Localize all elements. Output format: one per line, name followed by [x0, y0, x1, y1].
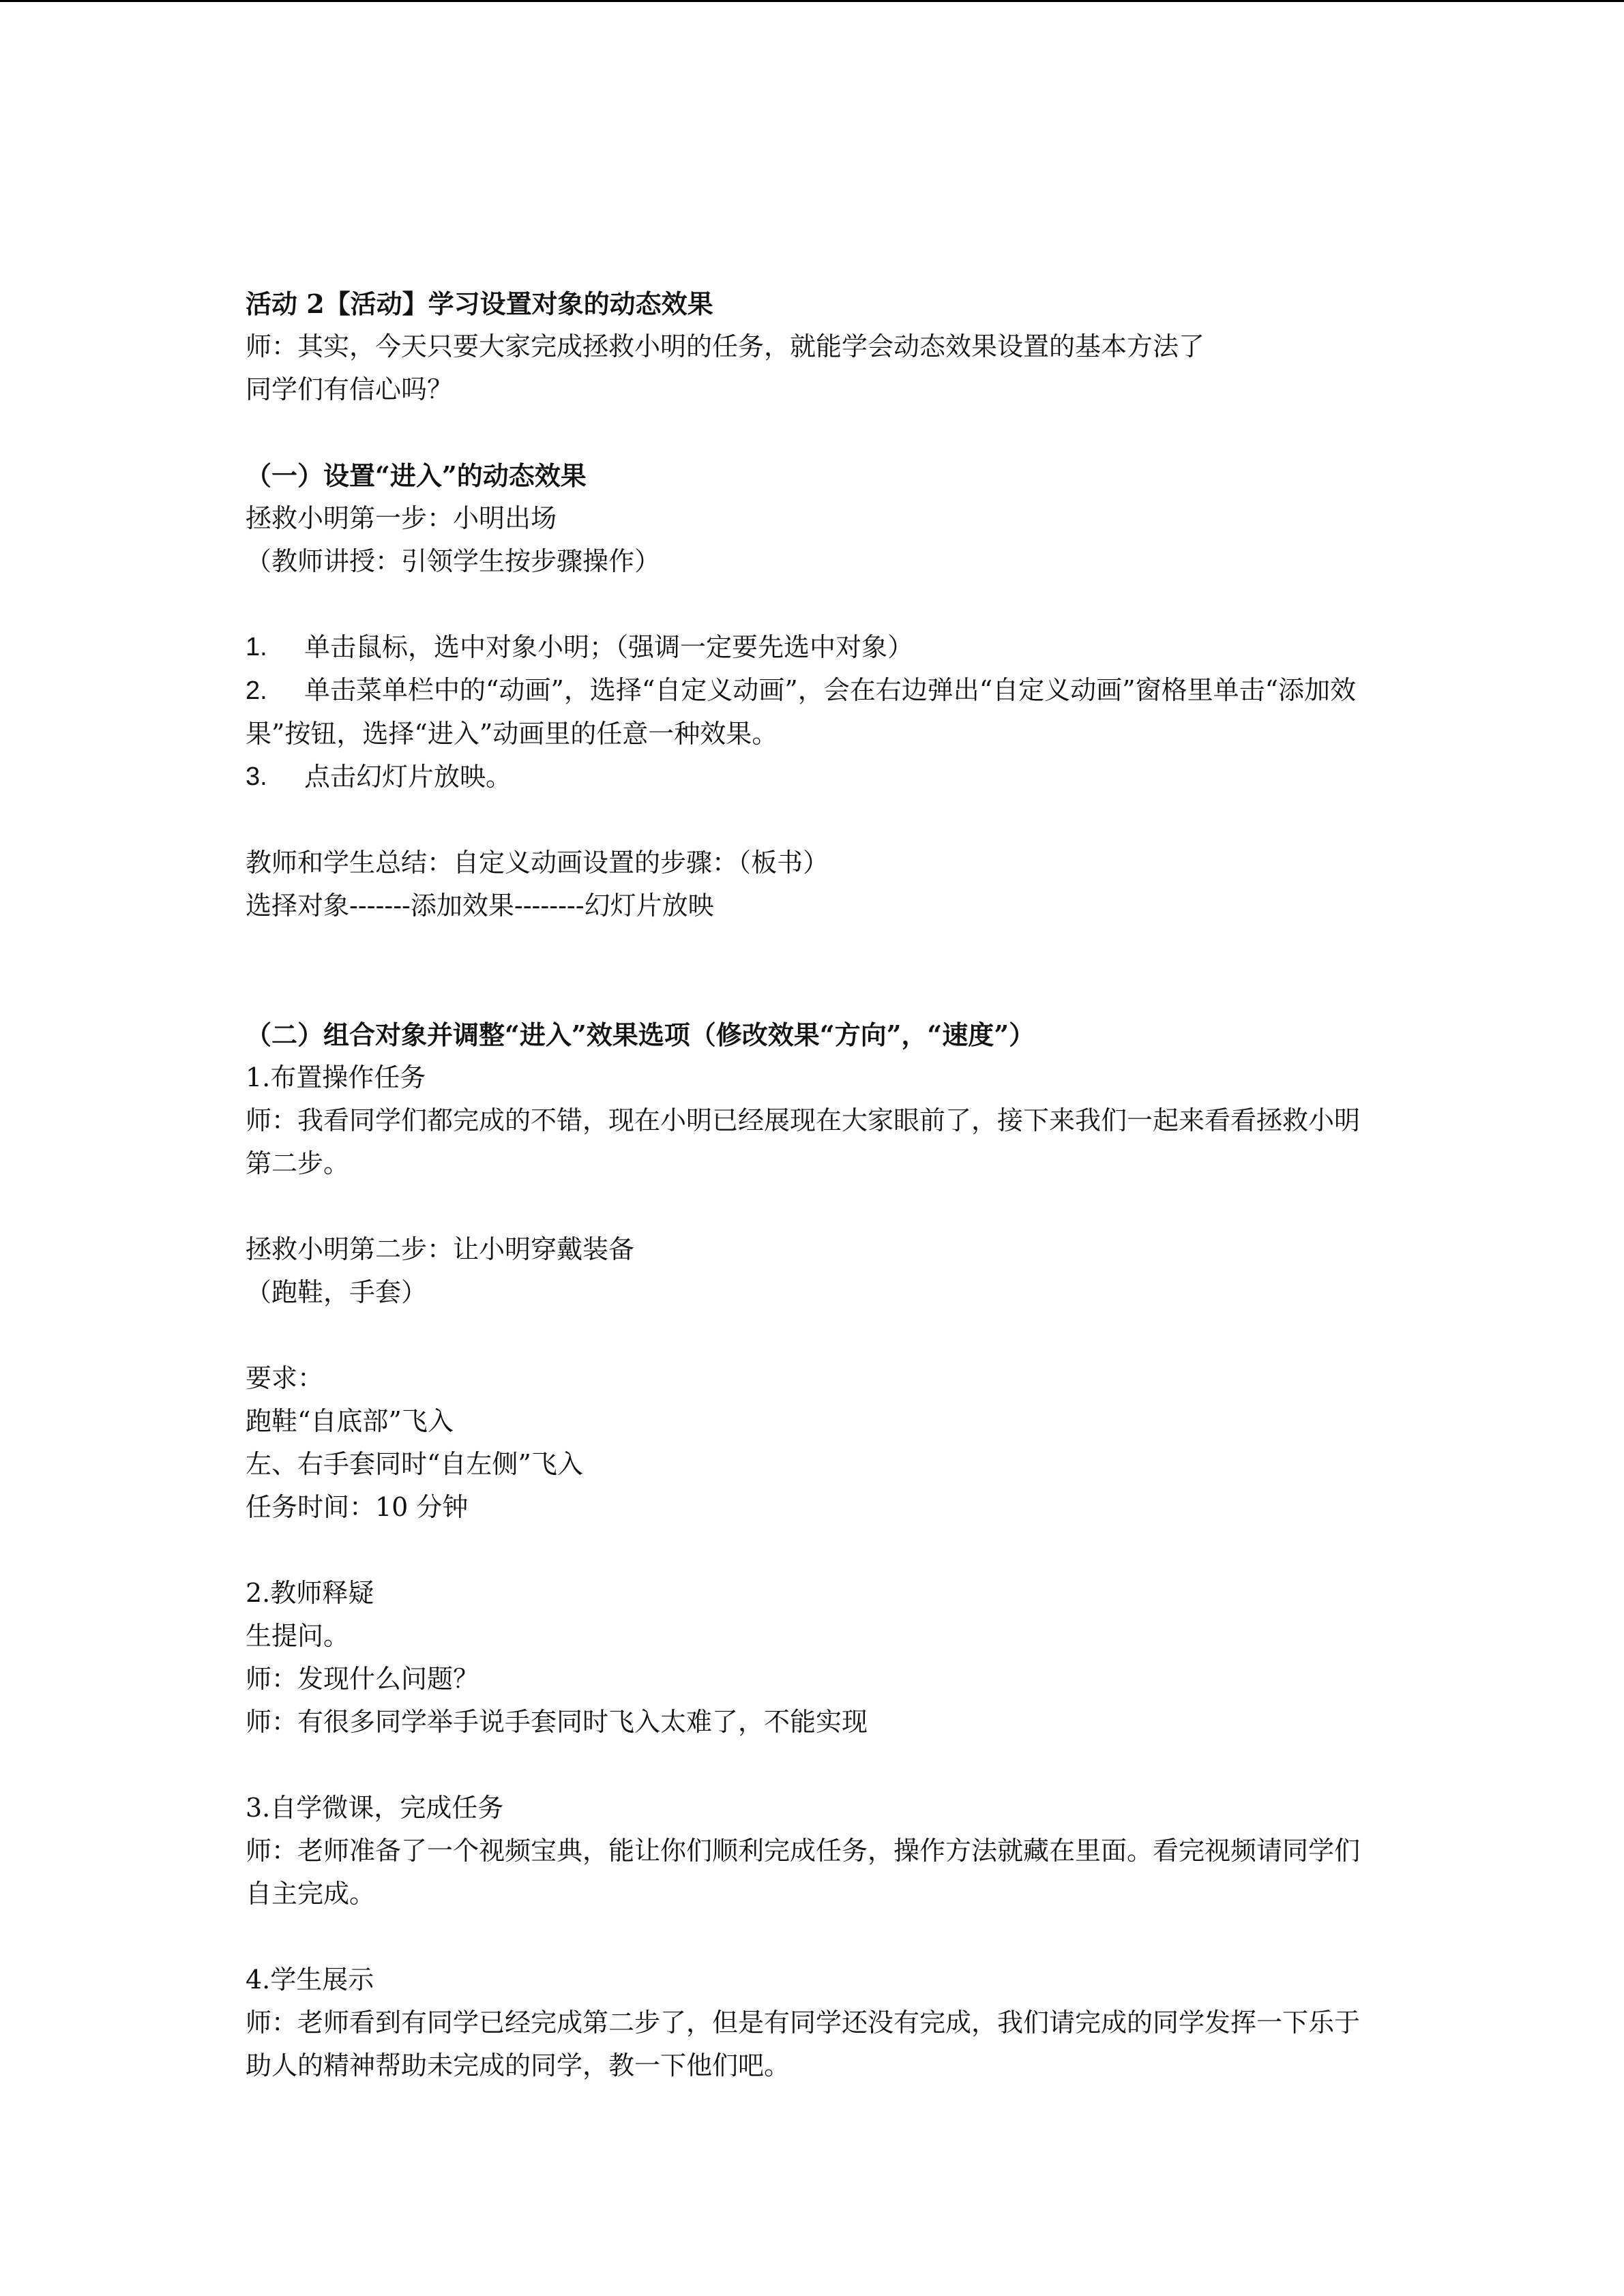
page-top-border — [0, 0, 1624, 2]
list-text: 单击鼠标，选中对象小明；（强调一定要先选中对象） — [304, 632, 914, 662]
step-2-label: 拯救小明第二步：让小明穿戴装备 — [246, 1234, 635, 1264]
spacer — [246, 583, 1371, 626]
list-text: 点击幻灯片放映。 — [304, 762, 512, 792]
section-1-flow: 选择对象-------添加效果--------幻灯片放映 — [246, 891, 714, 921]
requirement-item: 任务时间：10 分钟 — [246, 1492, 469, 1522]
sub-3-title: 3.自学微课，完成任务 — [246, 1793, 504, 1823]
document-page — [246, 282, 1371, 2087]
section-1-heading: （一）设置“进入”的动态效果 — [246, 460, 587, 491]
spacer — [246, 1529, 1371, 1572]
list-item — [246, 756, 1371, 799]
section-1-note: （教师讲授：引领学生按步骤操作） — [246, 546, 661, 576]
sub-3-text: 师：老师准备了一个视频宝典，能让你们顺利完成任务，操作方法就藏在里面。看完视频请同学们自主完成。 — [246, 1836, 1361, 1909]
list-text: 单击菜单栏中的“动画”，选择“自定义动画”，会在右边弹出“自定义动画”窗格里单击“添加效果”按钮，选择“进入”动画里的任意一种效果。 — [246, 675, 1356, 749]
list-item — [246, 669, 1371, 756]
list-item — [246, 626, 1371, 669]
sub-1-title: 1.布置操作任务 — [246, 1062, 426, 1092]
sub-4-text: 师：老师看到有同学已经完成第二步了，但是有同学还没有完成，我们请完成的同学发挥一下乐于助人的精神帮助未完成的同学，教一下他们吧。 — [246, 2008, 1361, 2081]
list-number: 2. — [246, 676, 267, 705]
requirements-title: 要求： — [246, 1363, 324, 1393]
step-2-note: （跑鞋，手套） — [246, 1277, 428, 1307]
sub-2-title: 2.教师释疑 — [246, 1578, 374, 1608]
spacer — [246, 799, 1371, 841]
sub-1-text: 师：我看同学们都完成的不错，现在小明已经展现在大家眼前了，接下来我们一起来看看拯救小明第二步。 — [246, 1105, 1361, 1178]
sub-2-line: 师：发现什么问题？ — [246, 1664, 479, 1694]
spacer — [246, 1185, 1371, 1228]
sub-2-line: 师：有很多同学举手说手套同时飞入太难了，不能实现 — [246, 1707, 868, 1737]
section-1-summary: 教师和学生总结：自定义动画设置的步骤：（板书） — [246, 848, 829, 878]
list-number: 1. — [246, 633, 267, 661]
activity-title: 活动 2【活动】学习设置对象的动态效果 — [246, 288, 713, 319]
spacer — [246, 1915, 1371, 1958]
intro-line-2: 同学们有信心吗？ — [246, 374, 454, 404]
section-1-step-label: 拯救小明第一步：小明出场 — [246, 503, 557, 533]
spacer — [246, 1314, 1371, 1357]
spacer — [246, 927, 1371, 1013]
spacer — [246, 1744, 1371, 1787]
intro-line-1: 师：其实，今天只要大家完成拯救小明的任务，就能学会动态效果设置的基本方法了 — [246, 331, 1205, 361]
section-2-heading: （二）组合对象并调整“进入”效果选项（修改效果“方向”，“速度”） — [246, 1019, 1035, 1050]
requirement-item: 跑鞋“自底部”飞入 — [246, 1406, 454, 1436]
list-number: 3. — [246, 762, 267, 791]
spacer — [246, 411, 1371, 454]
requirement-item: 左、右手套同时“自左侧”飞入 — [246, 1449, 583, 1479]
sub-2-line: 生提问。 — [246, 1621, 350, 1651]
sub-4-title: 4.学生展示 — [246, 1965, 374, 1995]
